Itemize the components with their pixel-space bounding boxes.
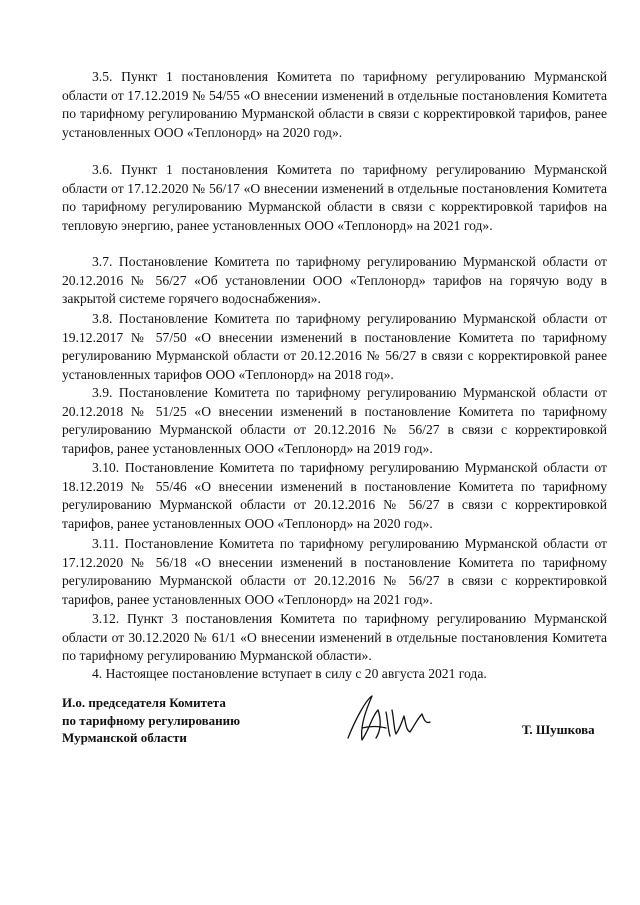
paragraph-4: 4. Настоящее постановление вступает в силу с 20 августа 2021 года.: [92, 666, 487, 681]
paragraph-3-11: 3.11. Постановление Комитета по тарифному регулированию Мурманской области от 17.12.2020 № 56/18 «О внесении изменений в постановление Комитета по тарифному регулированию Мурманской области от 20.12.2016 № 56/27 в связи с корректировкой тарифов, ранее установленных ООО «Теплонорд» на 2021 год».: [62, 536, 607, 607]
signer-name: Т. Шушкова: [522, 722, 595, 737]
paragraph-3-10: 3.10. Постановление Комитета по тарифному регулированию Мурманской области от 18.12.2019 № 55/46 «О внесении изменений в постановление Комитета по тарифному регулированию Мурманской области от 20.12.2016 № 56/27 в связи с корректировкой тарифов, ранее установленных ООО «Теплонорд» на 2020 год».: [62, 460, 607, 531]
paragraph-3-9: 3.9. Постановление Комитета по тарифному регулированию Мурманской области от 20.12.2018 № 51/25 «О внесении изменений в постановление Комитета по тарифному регулированию Мурманской области от 20.12.2016 № 56/27 в связи с корректировкой тарифов, ранее установленных ООО «Теплонорд» на 2019 год».: [62, 385, 607, 456]
signatory-position-line: по тарифному регулированию: [62, 712, 241, 728]
handwritten-signature: [342, 688, 437, 748]
paragraph-3-5: 3.5. Пункт 1 постановления Комитета по тарифному регулированию Мурманской области от 17.12.2019 № 54/55 «О внесении изменений в отдельные постановления Комитета по тарифному регулированию Мурманской области в связи с корректировкой тарифов, ранее установленных ООО «Теплонорд» на 2020 год».: [62, 69, 607, 140]
paragraph-3-6: 3.6. Пункт 1 постановления Комитета по тарифному регулированию Мурманской области от 17.12.2020 № 56/17 «О внесении изменений в отдельные постановления Комитета по тарифному регулированию Мурманской области в связи с корректировкой тарифов на тепловую энергию, ранее установленных ООО «Теплонорд» на 2021 год».: [62, 162, 607, 233]
signatory-position: [62, 694, 240, 747]
paragraph-3-12: 3.12. Пункт 3 постановления Комитета по тарифному регулированию Мурманской области от 30.12.2020 № 61/1 «О внесении изменений в отдельные постановления Комитета по тарифному регулированию Мурманской области».: [62, 611, 607, 664]
signatory-position-line: Мурманской области: [62, 730, 187, 745]
paragraph-3-8: 3.8. Постановление Комитета по тарифному регулированию Мурманской области от 19.12.2017 № 57/50 «О внесении изменений в постановление Комитета по тарифному регулированию Мурманской области от 20.12.2016 № 56/27 в связи с корректировкой ранее установленных тарифов ООО «Теплонорд» на 2018 год».: [62, 311, 607, 382]
paragraph-3-7: 3.7. Постановление Комитета по тарифному регулированию Мурманской области от 20.12.2016 № 56/27 «Об установлении ООО «Теплонорд» тарифов на горячую воду в закрытой системе горячего водоснабжения».: [62, 254, 607, 307]
signatory-position-line: И.о. председателя Комитета: [62, 695, 226, 710]
